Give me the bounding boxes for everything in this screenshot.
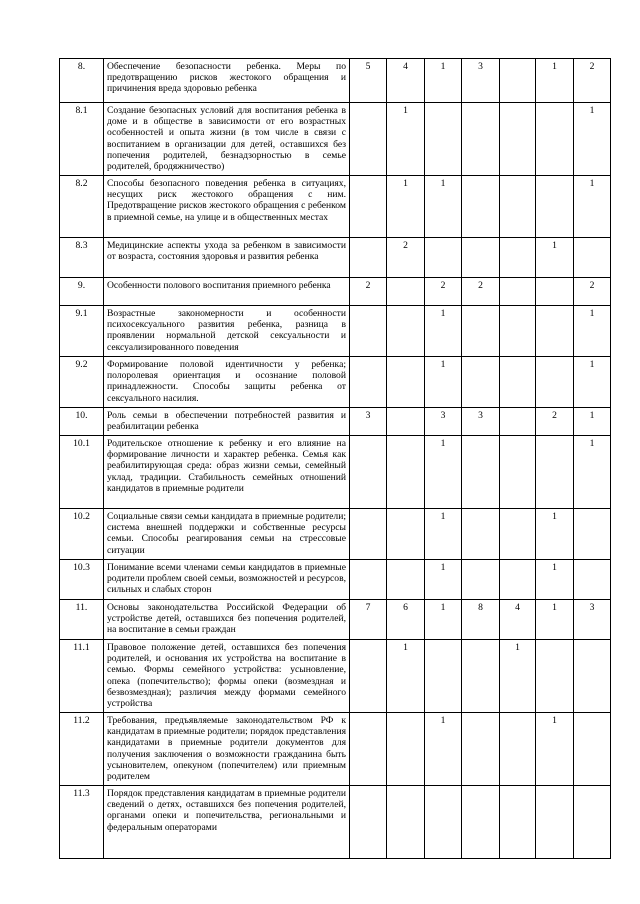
topic-text: Обеспечение безопасности ребенка. Меры по предотвращению рисков жестокого обращения и причинения вреда здоровью ребенка [104, 59, 350, 103]
row-number: 11.1 [60, 640, 104, 713]
table-row [60, 306, 611, 357]
hours-cell [500, 103, 536, 176]
hours-cell [387, 713, 425, 786]
hours-cell: 1 [574, 436, 611, 509]
hours-cell [500, 278, 536, 306]
hours-cell: 1 [500, 640, 536, 713]
table-row [60, 436, 611, 509]
hours-cell [387, 306, 425, 357]
hours-cell [425, 103, 462, 176]
hours-cell [350, 713, 387, 786]
hours-cell [500, 238, 536, 278]
hours-cell [536, 357, 574, 408]
hours-cell [462, 306, 500, 357]
topic-text: Порядок представления кандидатам в приемные родители сведений о детях, оставшихся без попечения родителей, органами опеки и попечительства, региональными и федеральным операторами [104, 786, 350, 859]
table-row [60, 600, 611, 640]
hours-cell: 1 [574, 306, 611, 357]
row-number: 9. [60, 278, 104, 306]
hours-cell [500, 357, 536, 408]
hours-cell: 1 [425, 560, 462, 600]
table-row [60, 103, 611, 176]
table-row [60, 176, 611, 238]
hours-cell: 2 [350, 278, 387, 306]
hours-cell: 1 [536, 59, 574, 103]
row-number: 10.1 [60, 436, 104, 509]
topic-text: Особенности полового воспитания приемного ребенка [104, 278, 350, 306]
hours-cell [350, 176, 387, 238]
hours-cell: 1 [574, 176, 611, 238]
hours-cell: 5 [350, 59, 387, 103]
hours-cell [462, 357, 500, 408]
hours-cell [350, 238, 387, 278]
topic-text: Роль семьи в обеспечении потребностей развития и реабилитации ребенка [104, 408, 350, 436]
topic-text: Требования, предъявляемые законодательством РФ к кандидатам в приемные родители; порядок представления кандидатами в приемные родители документов для получения заключения о возможности гражданина быть усыновителем, опекуном (попечителем) или приемным родителем [104, 713, 350, 786]
hours-cell: 3 [462, 59, 500, 103]
hours-cell [350, 306, 387, 357]
hours-cell [536, 176, 574, 238]
hours-cell [387, 786, 425, 859]
hours-cell: 8 [462, 600, 500, 640]
hours-cell [462, 713, 500, 786]
hours-cell [350, 103, 387, 176]
hours-cell: 1 [425, 600, 462, 640]
hours-cell [574, 509, 611, 560]
hours-cell [574, 238, 611, 278]
hours-cell [350, 436, 387, 509]
topic-text: Создание безопасных условий для воспитания ребенка в доме и в обществе в зависимости от его возрастных особенностей и опыта жизни (в том числе в связи с воспитанием в организации для детей, оставшихся без попечения родителей, безнадзорностью в семье родителей, бродяжничество) [104, 103, 350, 176]
hours-cell [462, 560, 500, 600]
hours-cell [387, 436, 425, 509]
topic-text: Правовое положение детей, оставшихся без попечения родителей, и основания их устройства на воспитание в семью. Формы семейного устройства: усыновление, опека (попечительство); формы опеки (возмездная и безвозмездная); различия между формами семейного устройства [104, 640, 350, 713]
hours-cell: 3 [462, 408, 500, 436]
document-page [59, 58, 610, 859]
topic-text: Возрастные закономерности и особенности психосексуального развития ребенка, разница в проявлении нормальной детской сексуальности и сексуализированного поведения [104, 306, 350, 357]
hours-cell: 1 [387, 640, 425, 713]
hours-cell [350, 786, 387, 859]
hours-cell: 1 [425, 59, 462, 103]
hours-cell [500, 408, 536, 436]
hours-cell [387, 408, 425, 436]
hours-cell [500, 786, 536, 859]
hours-cell [536, 103, 574, 176]
hours-cell: 7 [350, 600, 387, 640]
hours-cell: 4 [500, 600, 536, 640]
table-body [60, 59, 611, 859]
hours-cell: 1 [574, 103, 611, 176]
hours-cell: 1 [536, 600, 574, 640]
hours-cell [536, 278, 574, 306]
hours-cell [462, 786, 500, 859]
hours-cell: 1 [425, 306, 462, 357]
hours-cell: 1 [387, 176, 425, 238]
table-row [60, 786, 611, 859]
hours-cell: 4 [387, 59, 425, 103]
hours-cell [574, 713, 611, 786]
hours-cell [462, 103, 500, 176]
hours-cell: 6 [387, 600, 425, 640]
hours-cell: 2 [574, 59, 611, 103]
hours-cell [425, 786, 462, 859]
hours-cell [536, 640, 574, 713]
hours-cell [500, 176, 536, 238]
hours-cell: 1 [425, 509, 462, 560]
hours-cell: 2 [574, 278, 611, 306]
hours-cell [462, 640, 500, 713]
hours-cell [500, 713, 536, 786]
row-number: 10. [60, 408, 104, 436]
table-row [60, 560, 611, 600]
hours-cell [462, 509, 500, 560]
hours-cell: 2 [462, 278, 500, 306]
hours-cell [536, 436, 574, 509]
table-row [60, 357, 611, 408]
row-number: 10.3 [60, 560, 104, 600]
topic-text: Формирование половой идентичности у ребенка; полоролевая ориентация и осознание половой принадлежности. Способы защиты ребенка от сексуального насилия. [104, 357, 350, 408]
topic-text: Родительское отношение к ребенку и его влияние на формирование личности и характер ребенка. Семья как реабилитирующая среда: образ жизни семьи, семейный уклад, традиции. Стабильность семейных отношений кандидатов в приемные родители [104, 436, 350, 509]
hours-cell [425, 238, 462, 278]
hours-cell [425, 640, 462, 713]
row-number: 11. [60, 600, 104, 640]
hours-cell: 1 [425, 357, 462, 408]
row-number: 9.1 [60, 306, 104, 357]
hours-cell [536, 306, 574, 357]
hours-cell [574, 560, 611, 600]
table-row [60, 278, 611, 306]
table-row [60, 59, 611, 103]
hours-cell [462, 436, 500, 509]
hours-cell [387, 278, 425, 306]
hours-cell: 1 [425, 176, 462, 238]
hours-cell: 1 [536, 509, 574, 560]
table-row [60, 509, 611, 560]
hours-cell: 1 [536, 238, 574, 278]
hours-cell: 3 [350, 408, 387, 436]
hours-cell: 2 [536, 408, 574, 436]
row-number: 10.2 [60, 509, 104, 560]
hours-cell [387, 560, 425, 600]
hours-cell [536, 786, 574, 859]
hours-cell [350, 640, 387, 713]
table-row [60, 640, 611, 713]
hours-cell [574, 786, 611, 859]
hours-cell [387, 357, 425, 408]
hours-cell: 1 [574, 408, 611, 436]
row-number: 8.1 [60, 103, 104, 176]
hours-cell: 1 [574, 357, 611, 408]
hours-cell [500, 560, 536, 600]
hours-cell: 3 [574, 600, 611, 640]
row-number: 8. [60, 59, 104, 103]
topic-text: Медицинские аспекты ухода за ребенком в зависимости от возраста, состояния здоровья и развития ребенка [104, 238, 350, 278]
hours-cell: 2 [425, 278, 462, 306]
curriculum-table [59, 58, 611, 859]
hours-cell [500, 509, 536, 560]
topic-text: Социальные связи семьи кандидата в приемные родители; система внешней поддержки и собственные ресурсы семьи. Способы реагирования семьи на стрессовые ситуации [104, 509, 350, 560]
hours-cell [574, 640, 611, 713]
hours-cell: 1 [425, 436, 462, 509]
hours-cell [462, 238, 500, 278]
hours-cell [350, 357, 387, 408]
hours-cell [462, 176, 500, 238]
topic-text: Понимание всеми членами семьи кандидатов в приемные родители проблем своей семьи, возможностей и ресурсов, сильных и слабых сторон [104, 560, 350, 600]
row-number: 8.2 [60, 176, 104, 238]
topic-text: Основы законодательства Российской Федерации об устройстве детей, оставшихся без попечения родителей, на воспитание в семьи граждан [104, 600, 350, 640]
row-number: 8.3 [60, 238, 104, 278]
hours-cell [500, 436, 536, 509]
row-number: 11.2 [60, 713, 104, 786]
hours-cell: 1 [387, 103, 425, 176]
table-row [60, 238, 611, 278]
hours-cell: 3 [425, 408, 462, 436]
hours-cell [350, 509, 387, 560]
hours-cell: 1 [425, 713, 462, 786]
table-row [60, 408, 611, 436]
hours-cell [500, 306, 536, 357]
hours-cell: 1 [536, 713, 574, 786]
hours-cell: 2 [387, 238, 425, 278]
row-number: 9.2 [60, 357, 104, 408]
table-row [60, 713, 611, 786]
hours-cell [500, 59, 536, 103]
row-number: 11.3 [60, 786, 104, 859]
hours-cell [350, 560, 387, 600]
hours-cell: 1 [536, 560, 574, 600]
topic-text: Способы безопасного поведения ребенка в ситуациях, несущих риск жестокого обращения с ним. Предотвращение рисков жестокого обращения с ребенком в приемной семье, на улице и в общественных местах [104, 176, 350, 238]
hours-cell [387, 509, 425, 560]
